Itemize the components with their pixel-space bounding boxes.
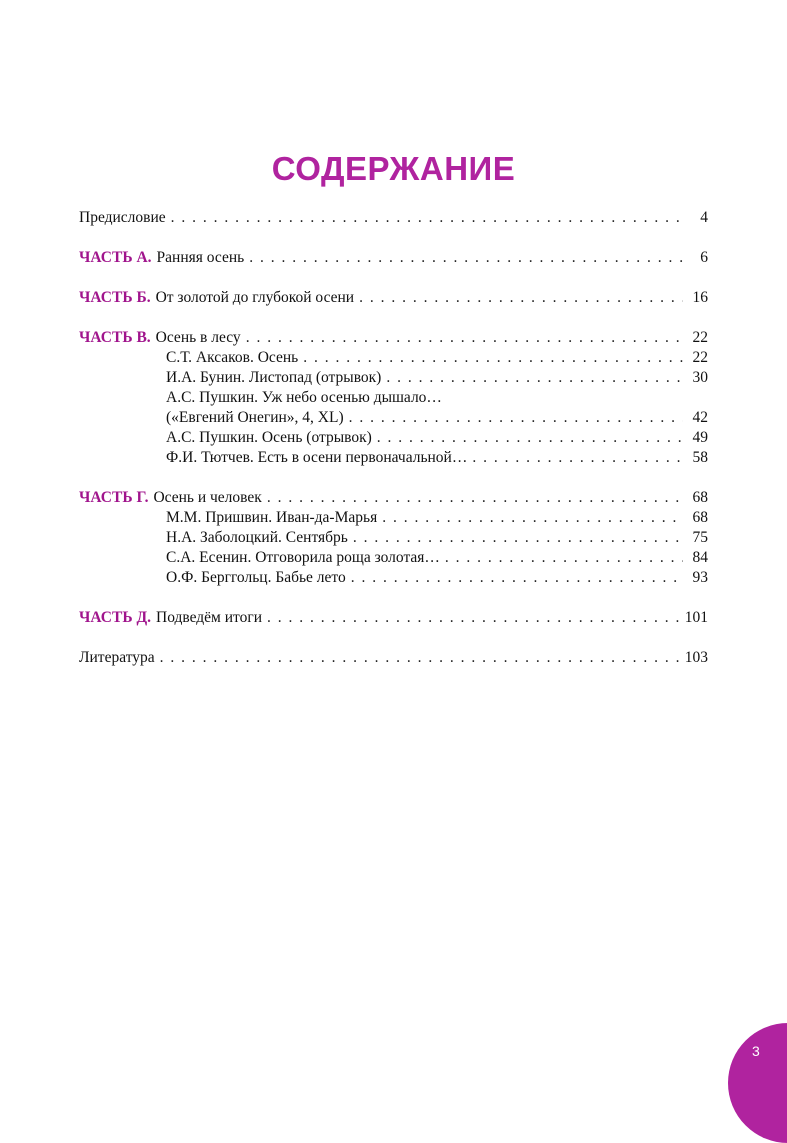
part-label: ЧАСТЬ Д. (79, 609, 151, 626)
dot-leader (472, 448, 683, 468)
toc-entry-label: Ф.И. Тютчев. Есть в осени первоначальной… (166, 449, 468, 466)
page-number: 3 (752, 1043, 760, 1059)
part-label: ЧАСТЬ А. (79, 249, 152, 266)
toc-entry-label: А.С. Пушкин. Осень (отрывок) (166, 429, 372, 446)
toc-entry-label: О.Ф. Берггольц. Бабье лето (166, 569, 346, 586)
dot-leader (267, 488, 683, 508)
toc-subentry[interactable] (79, 528, 708, 548)
toc-subentry[interactable] (79, 448, 708, 468)
toc-entry-label: С.Т. Аксаков. Осень (166, 349, 299, 366)
toc-page-number: 30 (692, 369, 708, 386)
toc-entry-preface[interactable] (79, 208, 708, 228)
dot-leader (160, 648, 680, 668)
toc-page-number: 22 (692, 349, 708, 366)
toc-page-number: 84 (692, 549, 708, 566)
toc-entry-label: Литература (79, 649, 155, 666)
dot-leader (445, 548, 683, 568)
toc-entry-label: («Евгений Онегин», 4, XL) (166, 409, 344, 426)
toc-subentry[interactable] (79, 388, 708, 408)
toc-subentry[interactable] (79, 408, 708, 428)
toc-page-number: 93 (692, 569, 708, 586)
toc-entry-label: А.С. Пушкин. Уж небо осенью дышало… (166, 389, 442, 406)
part-label: ЧАСТЬ В. (79, 329, 151, 346)
toc-page-number: 6 (700, 249, 708, 266)
toc-entry-label: Ранняя осень (156, 249, 245, 266)
dot-leader (267, 608, 680, 628)
dot-leader (171, 208, 683, 228)
toc-page-number: 75 (692, 529, 708, 546)
toc-page-number: 16 (692, 289, 708, 306)
toc-subentry[interactable] (79, 348, 708, 368)
toc-page-number: 103 (684, 649, 708, 666)
toc-subentry[interactable] (79, 368, 708, 388)
toc-entry-label: М.М. Пришвин. Иван-да-Марья (166, 509, 378, 526)
table-of-contents (79, 208, 708, 668)
toc-entry-label: Предисловие (79, 209, 166, 226)
toc-entry-label: Подведём итоги (156, 609, 263, 626)
toc-entry-label: Осень и человек (153, 489, 262, 506)
toc-entry-label: И.А. Бунин. Листопад (отрывок) (166, 369, 382, 386)
toc-page-number: 49 (692, 429, 708, 446)
dot-leader (377, 428, 683, 448)
toc-entry-label: С.А. Есенин. Отговорила роща золотая… (166, 549, 440, 566)
dot-leader (382, 508, 683, 528)
toc-page-number: 68 (692, 509, 708, 526)
toc-entry-part-b[interactable] (79, 288, 708, 308)
toc-entry-part-v[interactable] (79, 328, 708, 348)
toc-page-number: 4 (700, 209, 708, 226)
toc-entry-literature[interactable] (79, 648, 708, 668)
toc-entry-part-d[interactable] (79, 608, 708, 628)
toc-page-number: 68 (692, 489, 708, 506)
page-number-badge (728, 1023, 787, 1143)
dot-leader (359, 288, 683, 308)
toc-page-number: 58 (692, 449, 708, 466)
page-title: СОДЕРЖАНИЕ (271, 150, 516, 187)
dot-leader (246, 328, 683, 348)
toc-entry-part-g[interactable] (79, 488, 708, 508)
toc-page-number: 42 (692, 409, 708, 426)
dot-leader (349, 408, 683, 428)
toc-entry-label: От золотой до глубокой осени (155, 289, 355, 306)
toc-page-number: 101 (684, 609, 708, 626)
dot-leader (303, 348, 683, 368)
toc-entry-part-a[interactable] (79, 248, 708, 268)
dot-leader (249, 248, 683, 268)
toc-subentry[interactable] (79, 508, 708, 528)
toc-subentry[interactable] (79, 568, 708, 588)
toc-entry-label: Осень в лесу (155, 329, 241, 346)
part-label: ЧАСТЬ Г. (79, 489, 149, 506)
toc-subentry[interactable] (79, 428, 708, 448)
toc-page-number: 22 (692, 329, 708, 346)
toc-entry-label: Н.А. Заболоцкий. Сентябрь (166, 529, 348, 546)
part-label: ЧАСТЬ Б. (79, 289, 151, 306)
toc-subentry[interactable] (79, 548, 708, 568)
dot-leader (353, 528, 683, 548)
dot-leader (351, 568, 683, 588)
dot-leader (386, 368, 683, 388)
